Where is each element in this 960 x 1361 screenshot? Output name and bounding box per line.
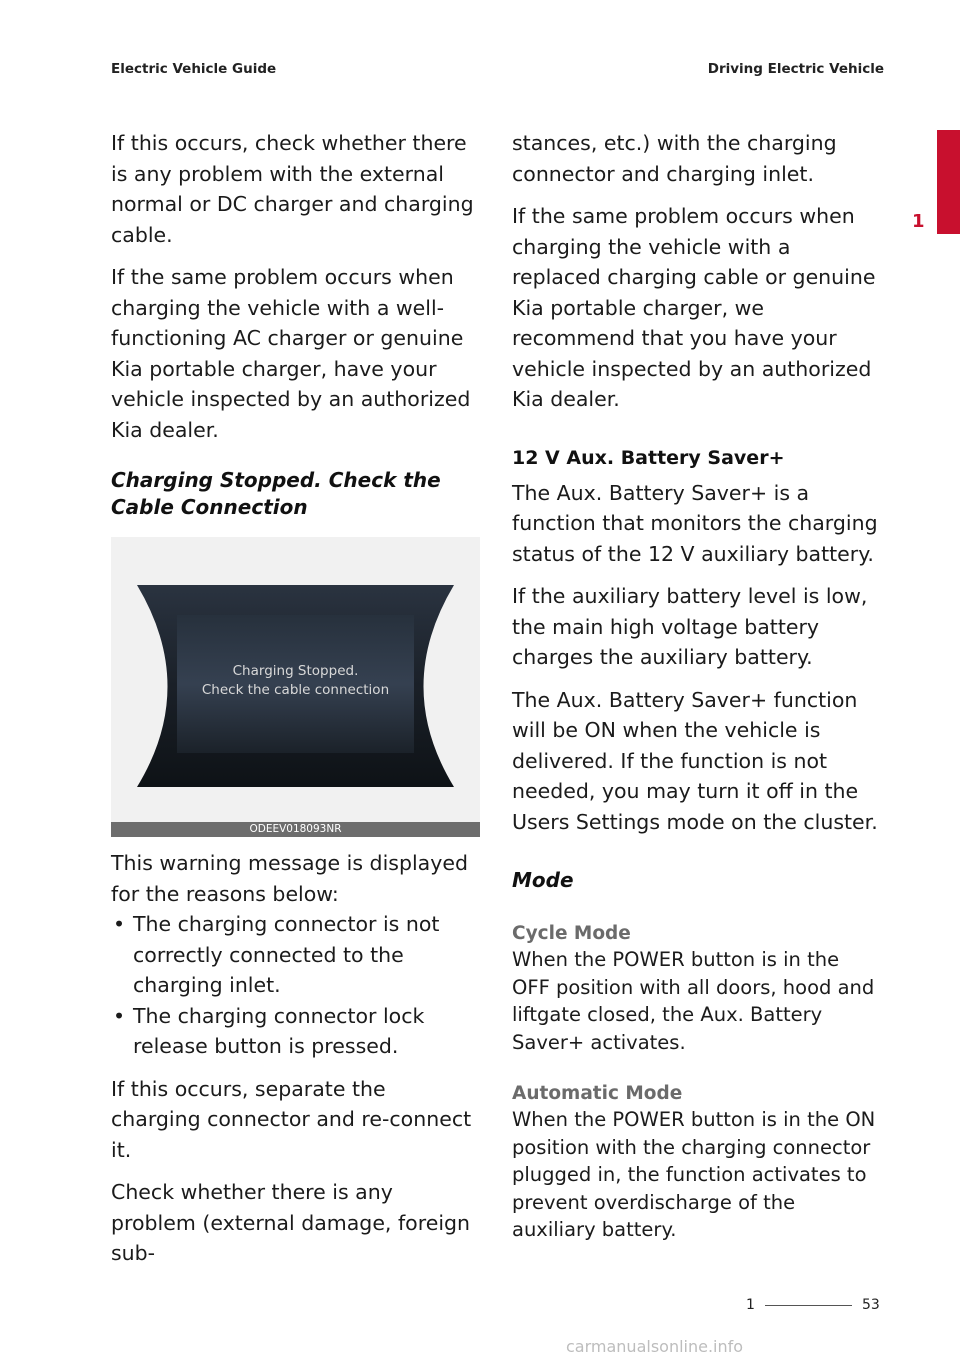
list-item-text: The charging connector is not correctly connected to the charging inlet. <box>133 912 440 997</box>
paragraph: If the auxiliary battery level is low, the main high voltage battery charges the auxiliary battery. <box>512 584 868 669</box>
left-column <box>111 128 477 1281</box>
footer-divider <box>765 1305 852 1306</box>
chapter-tab-number: 1 <box>912 211 925 232</box>
section-heading: 12 V Aux. Battery Saver+ <box>512 446 785 469</box>
bullet-icon: • <box>113 1003 126 1028</box>
watermark: carmanualsonline.info <box>566 1337 744 1356</box>
paragraph: Check whether there is any problem (external damage, foreign sub- <box>111 1180 471 1265</box>
paragraph: The Aux. Battery Saver+ is a function that monitors the charging status of the 12 V auxiliary battery. <box>512 480 878 566</box>
page-number: 53 <box>862 1297 880 1313</box>
paragraph: If the same problem occurs when charging the vehicle with a replaced charging cable or genuine Kia portable charger, we recommend that you have your vehicle inspected by an authorized Kia dealer. <box>512 204 876 411</box>
footer-chapter-number: 1 <box>746 1297 755 1313</box>
list-item <box>111 1001 477 1062</box>
paragraph: stances, etc.) with the charging connector and charging inlet. <box>512 131 837 186</box>
paragraph: This warning message is displayed for the reasons below: <box>111 851 468 906</box>
paragraph: If this occurs, check whether there is any problem with the external normal or DC charger and charging cable. <box>111 131 474 247</box>
mode-heading: Mode <box>512 868 574 892</box>
paragraph: If this occurs, separate the charging connector and re-connect it. <box>111 1076 472 1162</box>
figure-code: ODEEV018093NR <box>111 822 480 837</box>
reason-list <box>111 909 477 1062</box>
section-heading: Charging Stopped. Check the Cable Connection <box>111 468 441 519</box>
warning-message-line1: Charging Stopped. <box>232 663 359 679</box>
bullet-icon: • <box>113 912 126 936</box>
paragraph: The Aux. Battery Saver+ function will be ON when the vehicle is delivered. If the function is not needed, you may turn it off in the Users Settings mode on the cluster. <box>512 687 878 834</box>
list-item <box>111 909 477 1001</box>
list-item-text: The charging connector lock release button is pressed. <box>133 1003 425 1058</box>
cycle-mode-text: When the POWER button is in the OFF position with all doors, hood and liftgate closed, the Aux. Battery Saver+ activates. <box>512 948 875 1054</box>
warning-message-line2: Check the cable connection <box>201 682 390 698</box>
chapter-tab <box>937 130 960 234</box>
cycle-mode-title: Cycle Mode <box>512 923 631 944</box>
running-header-left: Electric Vehicle Guide <box>111 61 277 77</box>
automatic-mode-title: Automatic Mode <box>512 1083 683 1104</box>
running-header-right: Driving Electric Vehicle <box>707 61 884 77</box>
paragraph: If the same problem occurs when charging the vehicle with a well-functioning AC charger or genuine Kia portable charger, have your vehicle inspected by an authorized Kia dealer. <box>111 265 471 442</box>
automatic-mode-text: When the POWER button is in the ON position with the charging connector plugged in, the function activates to prevent overdischarge of the auxiliary battery. <box>512 1108 876 1241</box>
cluster-warning-figure <box>111 537 480 837</box>
right-column <box>512 128 878 1244</box>
